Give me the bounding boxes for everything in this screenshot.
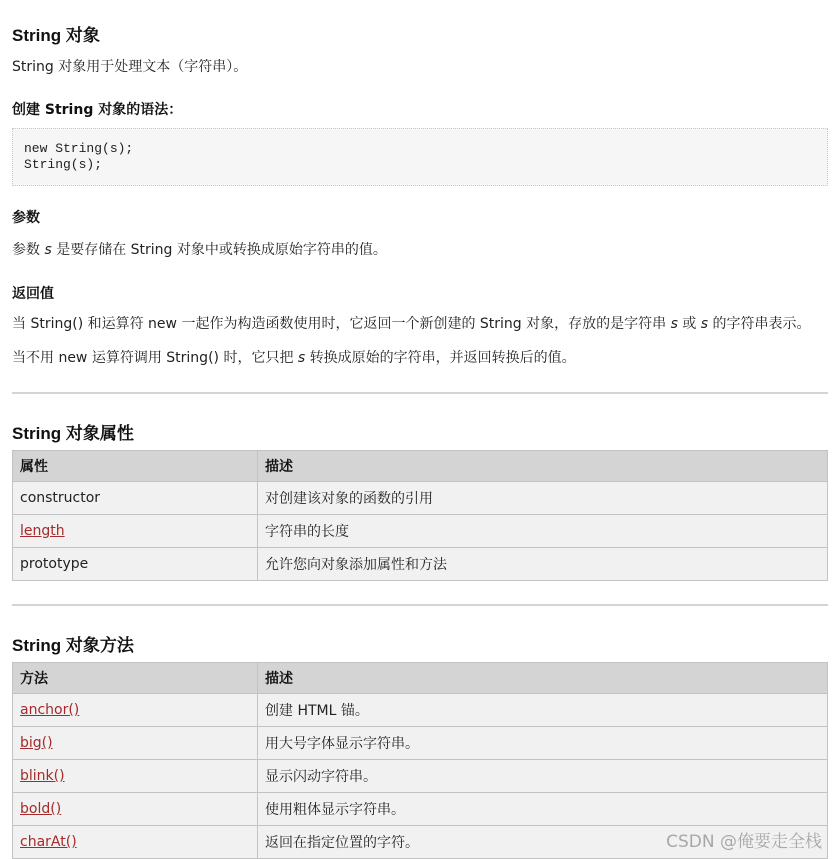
- param-var: s: [297, 350, 306, 366]
- method-link-charat[interactable]: charAt(): [20, 834, 77, 850]
- method-desc: 使用粗体显示字符串。: [258, 793, 828, 826]
- property-desc: 对创建该对象的函数的引用: [258, 482, 828, 515]
- code-line: new String(s);: [24, 141, 134, 156]
- methods-title: String 对象方法: [12, 636, 134, 655]
- property-link-length[interactable]: length: [20, 523, 65, 539]
- return-text1-part: 当 String() 和运算符 new 一起作为构造函数使用时，它返回一个新创建的 String 对象，存放的是字符串: [12, 316, 671, 332]
- return-text-2: [12, 348, 576, 368]
- section-title-string-object: String 对象: [12, 26, 100, 45]
- code-line: String(s);: [24, 157, 103, 172]
- table-row: [13, 793, 828, 826]
- method-link-big[interactable]: big(): [20, 735, 53, 751]
- table-row: [13, 694, 828, 727]
- param-var: s: [44, 242, 52, 258]
- property-name: prototype: [13, 548, 258, 581]
- method-desc: 返回在指定位置的字符。: [258, 826, 828, 859]
- params-text-post: 是要存储在 String 对象中或转换成原始字符串的值。: [51, 242, 387, 258]
- column-header: 描述: [258, 663, 828, 694]
- table-row: [13, 482, 828, 515]
- table-row: [13, 727, 828, 760]
- column-header: 方法: [13, 663, 258, 694]
- table-header-row: [13, 451, 828, 482]
- property-desc: 字符串的长度: [258, 515, 828, 548]
- params-text-pre: 参数: [12, 242, 45, 258]
- section-divider: [12, 392, 828, 394]
- params-text: [12, 240, 387, 260]
- return-text-1: [12, 314, 811, 334]
- csdn-watermark: CSDN @俺要走全栈: [666, 832, 822, 852]
- table-header-row: [13, 663, 828, 694]
- property-name: constructor: [13, 482, 258, 515]
- properties-title: String 对象属性: [12, 424, 134, 443]
- method-link-bold[interactable]: bold(): [20, 801, 62, 817]
- intro-text: String 对象用于处理文本（字符串）。: [12, 59, 248, 75]
- method-name-cell: [13, 826, 258, 859]
- method-desc: 用大号字体显示字符串。: [258, 727, 828, 760]
- method-name-cell: [13, 793, 258, 826]
- property-desc: 允许您向对象添加属性和方法: [258, 548, 828, 581]
- param-var: s: [700, 316, 709, 332]
- column-header: 描述: [258, 451, 828, 482]
- table-row: [13, 515, 828, 548]
- return-heading: 返回值: [12, 286, 54, 302]
- method-link-anchor[interactable]: anchor(): [20, 702, 80, 718]
- table-row: [13, 548, 828, 581]
- return-text1-part: 的字符串表示。: [708, 316, 811, 332]
- column-header: 属性: [13, 451, 258, 482]
- method-name-cell: [13, 694, 258, 727]
- return-text2-part: 转换成原始的字符串，并返回转换后的值。: [305, 350, 576, 366]
- method-link-blink[interactable]: blink(): [20, 768, 65, 784]
- params-heading: 参数: [12, 210, 40, 226]
- code-block: [12, 128, 828, 186]
- return-text1-part: 或: [677, 316, 701, 332]
- syntax-heading: 创建 String 对象的语法：: [12, 102, 183, 118]
- return-text2-part: 当不用 new 运算符调用 String() 时，它只把: [12, 350, 298, 366]
- method-name-cell: [13, 760, 258, 793]
- property-name-cell: [13, 515, 258, 548]
- method-name-cell: [13, 727, 258, 760]
- section-divider: [12, 604, 828, 606]
- table-row: [13, 760, 828, 793]
- method-desc: 创建 HTML 锚。: [258, 694, 828, 727]
- method-desc: 显示闪动字符串。: [258, 760, 828, 793]
- properties-table: [12, 450, 828, 581]
- param-var: s: [670, 316, 678, 332]
